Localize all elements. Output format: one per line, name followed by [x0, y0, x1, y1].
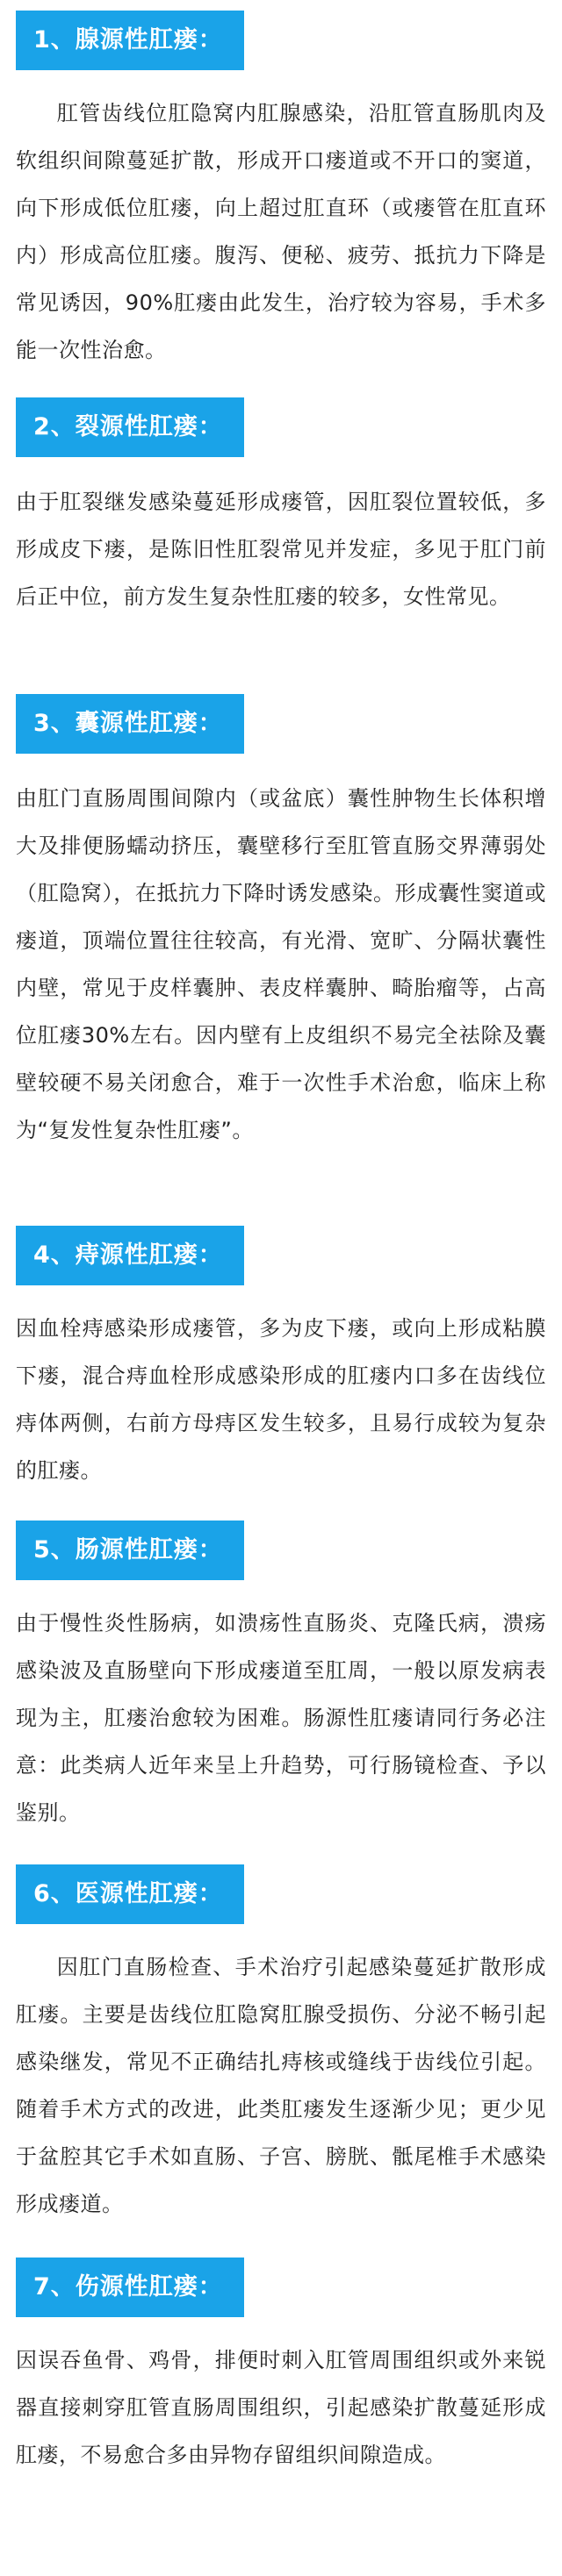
section-body: 因肛门直肠检查、手术治疗引起感染蔓延扩散形成肛瘘。主要是齿线位肛隐窝肛腺受损伤、分泌不畅引起感染继发，常见不正确结扎痔核或缝线于齿线位引起。随着手术方式的改进，此类肛瘘发生逐渐少见；更少见于盆腔其它手术如直肠、子宫、膀胱、骶尾椎手术感染形成瘘道。 — [16, 1955, 546, 2216]
heading-tab-accent — [230, 1864, 244, 1924]
section-heading-label: 7、伤源性肛瘘： — [33, 2273, 223, 2301]
section-heading-label: 2、裂源性肛瘘： — [33, 413, 223, 440]
section-body: 因误吞鱼骨、鸡骨，排便时刺入肛管周围组织或外来锐器直接刺穿肛管直肠周围组织，引起感染扩散蔓延形成肛瘘，不易愈合多由异物存留组织间隙造成。 — [16, 2348, 546, 2467]
section-body: 由肛门直肠周围间隙内（或盆底）囊性肿物生长体积增大及排便肠蠕动挤压，囊壁移行至肛管直肠交界薄弱处（肛隐窝），在抵抗力下降时诱发感染。形成囊性窦道或瘘道，顶端位置往往较高，有光滑、宽旷、分隔状囊性内壁，常见于皮样囊肿、表皮样囊肿、畸胎瘤等，占高位肛瘘30%左右。因内壁有上皮组织不易完全祛除及囊壁较硬不易关闭愈合，难于一次性手术治愈，临床上称为“复发性复杂性肛瘘”。 — [16, 786, 546, 1142]
heading-tab-accent — [230, 1226, 244, 1285]
section-heading — [16, 2258, 242, 2317]
section-heading — [16, 1226, 242, 1285]
section-body: 由于肛裂继发感染蔓延形成瘘管，因肛裂位置较低，多形成皮下瘘，是陈旧性肛裂常见并发症，多见于肛门前后正中位，前方发生复杂性肛瘘的较多，女性常见。 — [16, 490, 546, 609]
section-body: 因血栓痔感染形成瘘管，多为皮下瘘，或向上形成粘膜下瘘，混合痔血栓形成感染形成的肛瘘内口多在齿线位痔体两侧，右前方母痔区发生较多，且易行成较为复杂的肛瘘。 — [16, 1316, 546, 1483]
section-heading-label: 5、肠源性肛瘘： — [33, 1536, 223, 1563]
heading-tab-accent — [230, 694, 244, 754]
section-heading-label: 4、痔源性肛瘘： — [33, 1241, 223, 1269]
heading-tab-accent — [230, 397, 244, 457]
heading-tab-accent — [230, 1521, 244, 1580]
section-body: 肛管齿线位肛隐窝内肛腺感染，沿肛管直肠肌肉及软组织间隙蔓延扩散，形成开口瘘道或不开口的窦道，向下形成低位肛瘘，向上超过肛直环（或瘘管在肛直环内）形成高位肛瘘。腹泻、便秘、疲劳、抵抗力下降是常见诱因，90%肛瘘由此发生，治疗较为容易，手术多能一次性治愈。 — [16, 101, 546, 362]
section-heading-label: 3、囊源性肛瘘： — [33, 710, 223, 737]
section-heading — [16, 1864, 242, 1924]
heading-tab-accent — [230, 11, 244, 70]
section-heading — [16, 397, 242, 457]
section-heading — [16, 694, 242, 754]
section-heading-label: 1、腺源性肛瘘： — [33, 26, 223, 54]
section-heading — [16, 11, 242, 70]
heading-tab-accent — [230, 2258, 244, 2317]
section-heading-label: 6、医源性肛瘘： — [33, 1880, 223, 1907]
section-heading — [16, 1521, 242, 1580]
section-body: 由于慢性炎性肠病，如溃疡性直肠炎、克隆氏病，溃疡感染波及直肠壁向下形成瘘道至肛周，一般以原发病表现为主，肛瘘治愈较为困难。肠源性肛瘘请同行务必注意：此类病人近年来呈上升趋势，可行肠镜检查、予以鉴别。 — [16, 1611, 546, 1825]
